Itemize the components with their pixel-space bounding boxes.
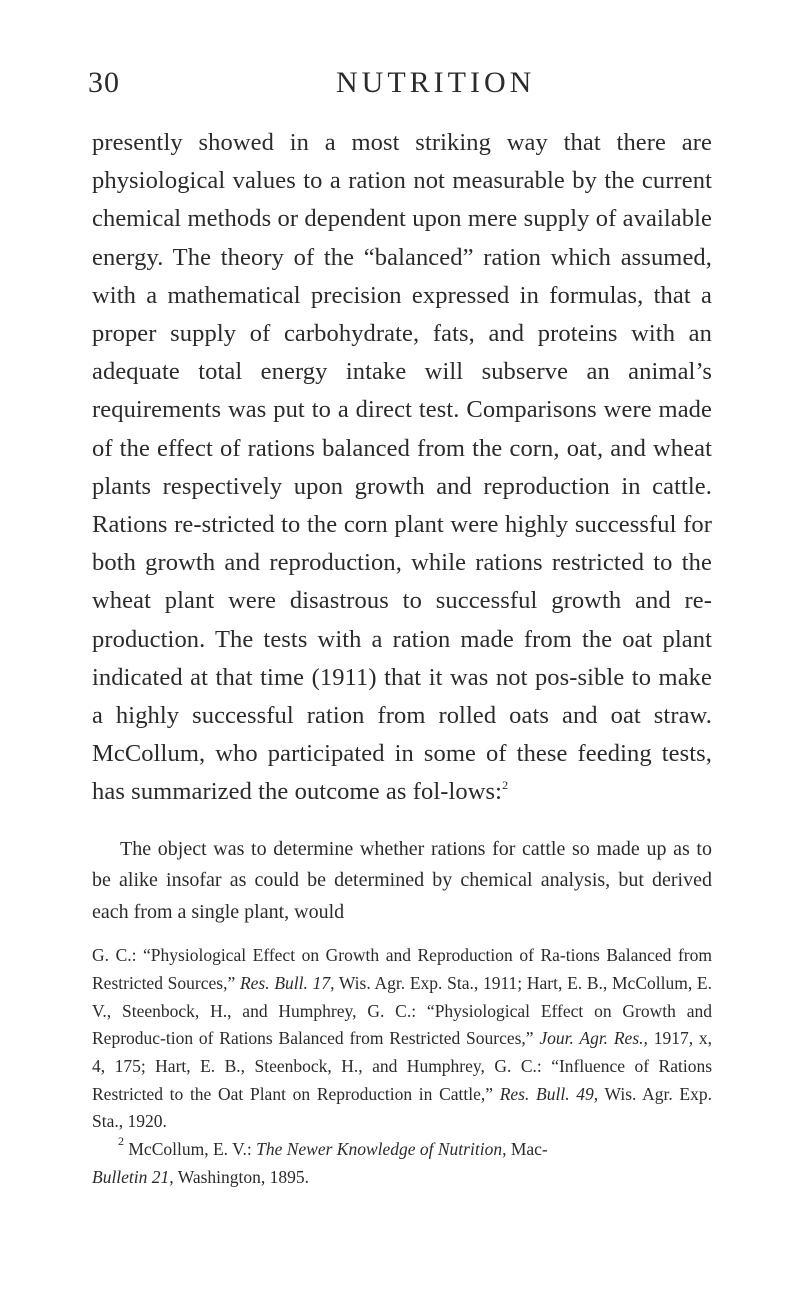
footnote-marker: 2	[118, 1134, 124, 1149]
footnote-2	[92, 1136, 712, 1164]
body-paragraph	[92, 124, 712, 812]
citation-title: Jour. Agr. Res.,	[539, 1028, 648, 1049]
footnote-reference: 2	[502, 778, 509, 793]
footnote-text: G. C.: “Physiological Effect on Growth and Reproduction of Ra-tions Balanced from Restricted Sources,”	[92, 945, 712, 993]
block-quote: The object was to determine whether rations for cattle so made up as to be alike insofar as could be determined by chemical analysis, but derived each from a single plant, would	[92, 837, 712, 923]
book-page	[88, 62, 712, 1191]
citation-title: Res. Bull. 17,	[239, 972, 335, 993]
running-title: NUTRITION	[336, 66, 536, 99]
footnotes	[92, 942, 712, 1191]
page-number: 30	[88, 66, 120, 99]
citation-title: The Newer Knowledge of Nutrition,	[256, 1139, 507, 1160]
footnote-text: McCollum, E. V.:	[124, 1139, 257, 1160]
footnote-text: Wis. Agr. Exp. Sta., 1911; Hart, E. B., McCollum, E. V., Steenbock, H., and Humphrey, G. C.: “Physiological Effect on Growth and Reproduc-tion of Rations Balanced from Restricted Sources,”	[92, 972, 712, 1049]
citation-title: Res. Bull. 49,	[499, 1083, 599, 1104]
body-paragraph-text: presently showed in a most striking way that there are physiological values to a ration not measurable by the current chemical methods or dependent upon mere supply of available energy. The theory of the “balanced” ration which assumed, with a mathematical precision expressed in formulas, that a proper supply of carbohydrate, fats, and proteins with an adequate total energy intake will subserve an animal’s requirements was put to a direct test. Comparisons were made of the effect of rations balanced from the corn, oat, and wheat plants respectively upon growth and reproduction in cattle. Rations re-stricted to the corn plant were highly successful for both growth and reproduction, while rations restricted to the wheat plant were disastrous to successful growth and re-production. The tests with a ration made from the oat plant indicated at that time (1911) that it was not pos-sible to make a highly successful ration from rolled oats and oat straw. McCollum, who participated in some of these feeding tests, has summarized the outcome as fol-lows:	[92, 129, 712, 806]
footnote-text: Wis. Agr. Exp. Sta., 1920.	[92, 1083, 712, 1132]
footnote-3	[92, 1164, 712, 1192]
footnote-text: Mac-	[506, 1139, 548, 1160]
running-head	[88, 62, 712, 102]
footnote-continued	[92, 942, 712, 1136]
footnote-text: 1917, x, 4, 175; Hart, E. B., Steenbock, H., and Humphrey, G. C.: “Influence of Rations Restricted to the Oat Plant on Reproduction in Cattle,”	[92, 1028, 712, 1104]
citation-title: Bulletin 21,	[92, 1166, 174, 1187]
footnote-text: Washington, 1895.	[173, 1166, 310, 1187]
